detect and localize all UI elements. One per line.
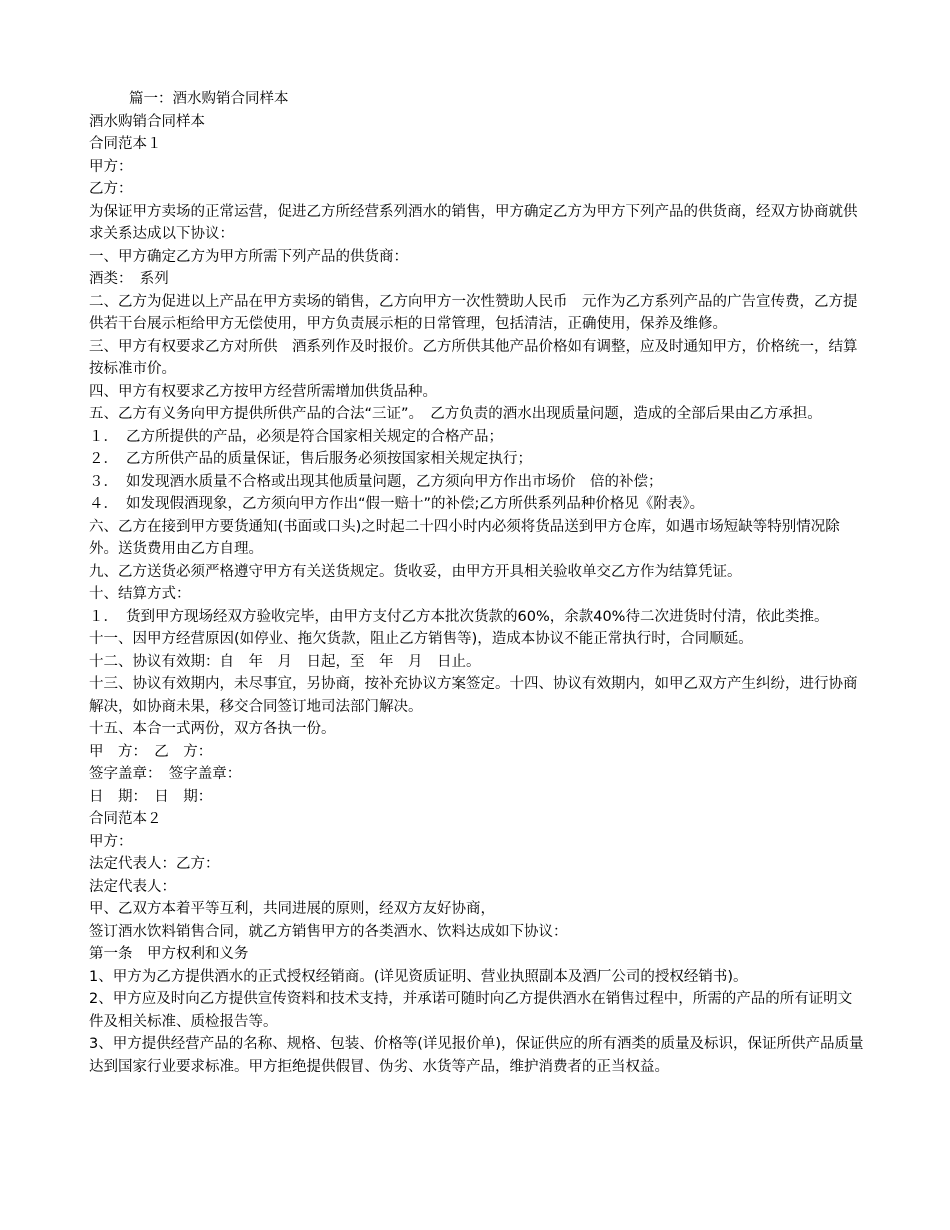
clause-5: 五、乙方有义务向甲方提供所供产品的合法“三证”。 乙方负责的酒水出现质量问题，造成的全部后果由乙方承担。 bbox=[89, 406, 822, 422]
signature-seal: 签字盖章： 签字盖章： bbox=[89, 766, 242, 782]
list-item-text: 乙方所供产品的质量保证，售后服务必须按国家相关规定执行； bbox=[126, 451, 532, 467]
legal-rep-line-2: 法定代表人： bbox=[89, 878, 176, 895]
preamble-paragraph: 为保证甲方卖场的正常运营，促进乙方所经营系列酒水的销售，甲方确定乙方为甲方下列产品的供货商，经双方协商就供求关系达成以下协议： bbox=[89, 203, 858, 242]
article-1-item-1: 1、甲方为乙方提供酒水的正式授权经销商。(详见资质证明、营业执照副本及酒厂公司的授权经销书)。 bbox=[89, 968, 748, 985]
paragraph-group-c bbox=[89, 628, 864, 1078]
list-item-text: 乙方所提供的产品，必须是符合国家相关规定的合格产品； bbox=[126, 428, 503, 445]
party-b-line: 乙方： bbox=[89, 181, 133, 197]
party-a-line-2: 甲方： bbox=[89, 833, 133, 850]
sample-2-heading: 合同范本２ bbox=[89, 811, 162, 827]
sample-1-heading: 合同范本１ bbox=[89, 136, 162, 152]
list-item-number: ３． bbox=[89, 473, 118, 490]
numbered-list-a bbox=[89, 426, 864, 516]
clause-13: 十三、协议有效期内，未尽事宜，另协商，按补充协议方案签定。十四、协议有效期内，如甲乙双方产生纠纷，进行协商解决，如协商未果，移交合同签订地司法部门解决。 bbox=[89, 676, 858, 715]
preamble-line-2: 签订酒水饮料销售合同，就乙方销售甲方的各类酒水、饮料达成如下协议： bbox=[89, 923, 568, 940]
article-1-item-3: 3、甲方提供经营产品的名称、规格、包装、价格等(详见报价单)，保证供应的所有酒类的质量及标识，保证所供产品质量达到国家行业要求标准。甲方拒绝提供假冒、伪劣、水货等产品，维护消费者的正当权益。 bbox=[89, 1036, 864, 1075]
clause-2: 二、乙方为促进以上产品在甲方卖场的销售，乙方向甲方一次性赞助人民币 元作为乙方系列产品的广告宣传费，乙方提供若干台展示柜给甲方无偿使用，甲方负责展示柜的日常管理，包括清洁，正确使用，保养及维修。 bbox=[89, 293, 858, 332]
article-1-item-2: 2、甲方应及时向乙方提供宣传资料和技术支持，并承诺可随时向乙方提供酒水在销售过程中，所需的产品的所有证明文件及相关标准、质检报告等。 bbox=[89, 991, 853, 1030]
list-item bbox=[89, 606, 864, 629]
clause-3: 三、甲方有权要求乙方对所供 酒系列作及时报价。乙方所供其他产品价格如有调整，应及时通知甲方，价格统一，结算按标准市价。 bbox=[89, 338, 858, 377]
list-item-number: ４． bbox=[89, 496, 118, 512]
doc-heading: 酒水购销合同样本 bbox=[89, 113, 205, 130]
preamble-line-1: 甲、乙双方本着平等互利，共同进展的原则，经双方友好协商， bbox=[89, 901, 495, 917]
section-title: 篇一：酒水购销合同样本 bbox=[129, 91, 289, 107]
list-item-number: １． bbox=[89, 608, 118, 625]
clause-1: 一、甲方确定乙方为甲方所需下列产品的供货商： bbox=[89, 248, 408, 265]
document-body bbox=[89, 88, 864, 1078]
clause-15: 十五、本合一式两份，双方各执一份。 bbox=[89, 721, 336, 737]
signature-parties: 甲 方： 乙 方： bbox=[89, 743, 213, 760]
list-item bbox=[89, 448, 864, 471]
numbered-list-b bbox=[89, 606, 864, 629]
article-1-heading: 第一条 甲方权利和义务 bbox=[89, 946, 249, 962]
legal-rep-line: 法定代表人：乙方： bbox=[89, 856, 220, 872]
liquor-category-line: 酒类： 系列 bbox=[89, 271, 169, 287]
party-a-line: 甲方： bbox=[89, 158, 133, 175]
clause-11: 十一、因甲方经营原因(如停业、拖欠货款，阻止乙方销售等)，造成本协议不能正常执行时，合同顺延。 bbox=[89, 631, 753, 647]
clause-6: 六、乙方在接到甲方要货通知(书面或口头)之时起二十四小时内必须将货品送到甲方仓库，如遇市场短缺等特别情况除外。送货费用由乙方自理。 bbox=[89, 518, 840, 557]
list-item bbox=[89, 471, 864, 494]
list-item bbox=[89, 426, 864, 449]
list-item-text: 如发现假酒现象，乙方须向甲方作出“假一赔十”的补偿;乙方所供系列品种价格见《附表》。 bbox=[126, 496, 705, 512]
clause-10: 十、结算方式： bbox=[89, 586, 191, 602]
list-item-text: 货到甲方现场经双方验收完毕，由甲方支付乙方本批次货款的60%，余款40%待二次进货时付清，依此类推。 bbox=[126, 608, 829, 625]
clause-9: 九、乙方送货必须严格遵守甲方有关送货规定。货收妥，由甲方开具相关验收单交乙方作为结算凭证。 bbox=[89, 563, 742, 580]
list-item bbox=[89, 493, 864, 516]
signature-date: 日 期： 日 期： bbox=[89, 788, 213, 805]
clause-4: 四、甲方有权要求乙方按甲方经营所需增加供货品种。 bbox=[89, 383, 437, 400]
paragraph-group-b bbox=[89, 516, 864, 606]
paragraph-group-a bbox=[89, 111, 864, 426]
clause-12: 十二、协议有效期：自 年 月 日起，至 年 月 日止。 bbox=[89, 653, 481, 670]
list-item-number: ２． bbox=[89, 451, 118, 467]
list-item-number: １． bbox=[89, 428, 118, 445]
list-item-text: 如发现酒水质量不合格或出现其他质量问题，乙方须向甲方作出市场价 倍的补偿； bbox=[126, 473, 663, 490]
